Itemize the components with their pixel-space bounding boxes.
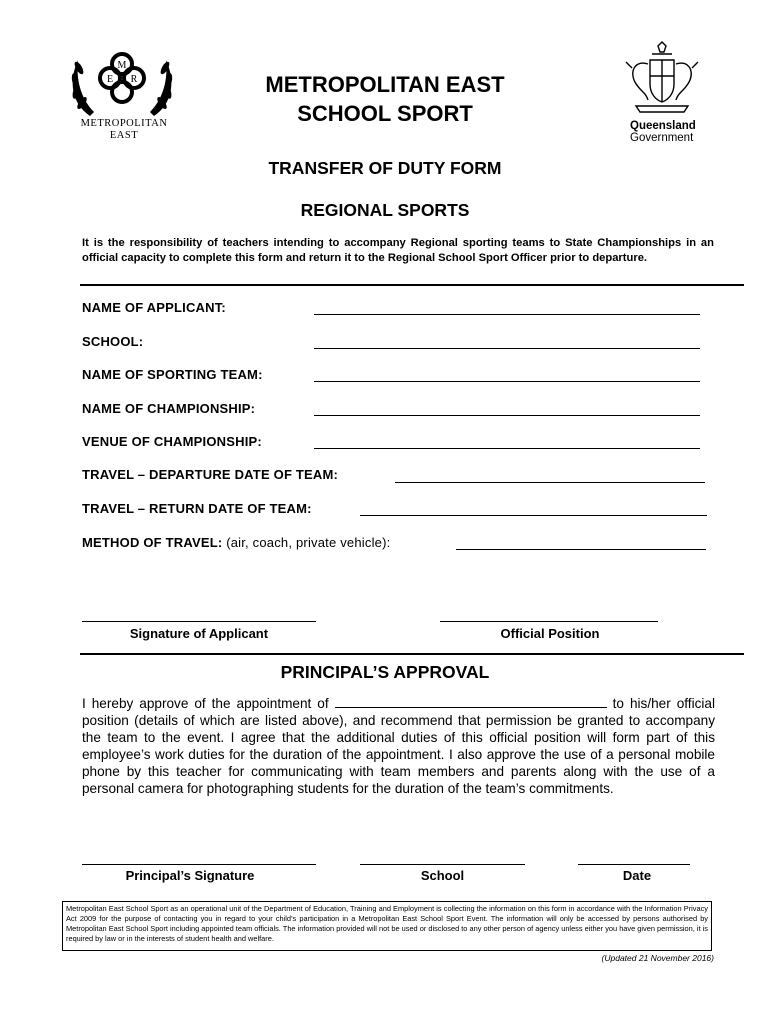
date-label: Date: [622, 868, 652, 883]
school-label: School: [420, 868, 465, 883]
field-input-venue[interactable]: [314, 448, 700, 449]
right-logo-text: [630, 120, 696, 144]
official-position-label: Official Position: [500, 626, 600, 641]
intro-paragraph: It is the responsibility of teachers intending to accompany Regional sporting teams to State Championships in an official capacity to complete this form and return it to the Regional School Sport Officer prior to departure.: [82, 237, 714, 264]
svg-text:E: E: [106, 74, 114, 85]
field-input-sporting-team[interactable]: [314, 381, 700, 382]
right-logo-name: Queensland: [630, 120, 696, 132]
principal-signature-label: Principal’s Signature: [125, 868, 255, 883]
field-label-applicant: NAME OF APPLICANT:: [82, 300, 226, 315]
field-input-travel-method[interactable]: [456, 549, 706, 550]
field-label-championship: NAME OF CHAMPIONSHIP:: [82, 401, 256, 416]
form-title: TRANSFER OF DUTY FORM: [268, 158, 502, 178]
updated-date: (Updated 21 November 2016): [601, 953, 714, 963]
field-input-departure-date[interactable]: [395, 482, 705, 483]
travel-method-hint: (air, coach, private vehicle):: [226, 535, 391, 550]
field-label-school: SCHOOL:: [82, 334, 144, 349]
right-logo-sub: Government: [630, 132, 694, 144]
svg-text:R: R: [130, 74, 138, 85]
approval-text-start: I hereby approve of the appointment of: [82, 696, 329, 711]
privacy-notice: Metropolitan East School Sport as an operational unit of the Department of Education, Training and Employment is collecting the information on this form in accordance with the Information Privacy Act 2009 for the purpose of contacting you in regard to your child’s participation in a Metropolitan East School Sport Event. The information will only be accessed by persons authorised by Metropolitan East School Sport including appointed team officials. The information provided will not be used or disclosed to any other person of agency unless either you have given permission, it is required by law or in the interests of student health and welfare.: [62, 901, 712, 951]
travel-method-label: METHOD OF TRAVEL:: [82, 535, 223, 550]
applicant-signature-line[interactable]: [82, 621, 316, 622]
field-label-venue: VENUE OF CHAMPIONSHIP:: [82, 434, 262, 449]
main-title-line2: SCHOOL SPORT: [297, 101, 473, 126]
main-title: [200, 70, 570, 128]
official-position-line[interactable]: [440, 621, 658, 622]
applicant-signature-label: Signature of Applicant: [129, 626, 269, 641]
school-signature-line[interactable]: [360, 864, 525, 865]
field-label-travel-method: [82, 535, 390, 550]
approval-paragraph: [82, 695, 715, 797]
left-logo-org: METROPOLITAN: [80, 118, 168, 129]
field-label-sporting-team: NAME OF SPORTING TEAM:: [82, 367, 263, 382]
main-title-line1: METROPOLITAN EAST: [265, 72, 505, 97]
section-divider: [80, 653, 744, 655]
date-line[interactable]: [578, 864, 690, 865]
form-subtitle: REGIONAL SPORTS: [300, 200, 470, 220]
field-label-return-date: TRAVEL – RETURN DATE OF TEAM:: [82, 501, 312, 516]
left-logo-text: [74, 118, 174, 142]
left-logo-sub: EAST: [109, 130, 139, 141]
section-divider: [80, 284, 744, 286]
principal-signature-line[interactable]: [82, 864, 316, 865]
svg-text:M: M: [117, 60, 127, 71]
field-label-departure-date: TRAVEL – DEPARTURE DATE OF TEAM:: [82, 467, 339, 482]
field-input-applicant[interactable]: [314, 314, 700, 315]
field-input-return-date[interactable]: [360, 515, 707, 516]
field-input-school[interactable]: [314, 348, 700, 349]
principal-approval-title: PRINCIPAL’S APPROVAL: [280, 662, 490, 682]
appointee-name-blank[interactable]: [335, 696, 607, 708]
field-input-championship[interactable]: [314, 415, 700, 416]
approval-text-rest: to his/her official position (details of which are listed above), and recommend that permission be granted to accompany the team to the event. I agree that the additional duties of this official position will form part of this employee’s work duties for the duration of the appointment. I also approve the use of a personal mobile phone by this teacher for communicating with team members and parents along with the use of a personal camera for photographing students for the duration of the team’s commitments.: [82, 696, 715, 796]
